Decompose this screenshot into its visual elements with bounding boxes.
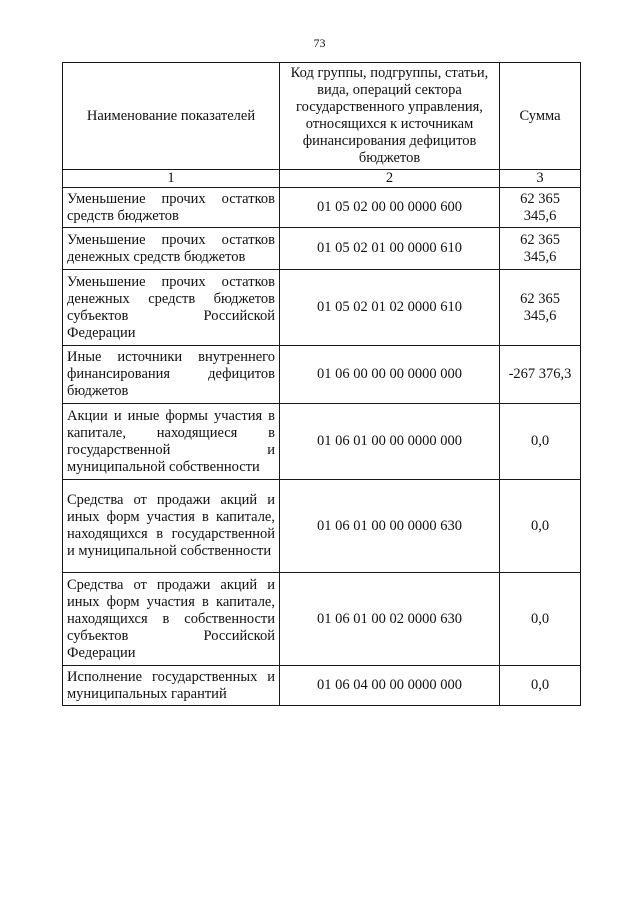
row-code: 01 06 01 00 00 0000 000 [280, 404, 500, 480]
row-code: 01 06 00 00 00 0000 000 [280, 346, 500, 404]
budget-sources-table [62, 62, 581, 706]
row-amount: 62 365 345,6 [500, 228, 581, 270]
table-row [63, 666, 581, 706]
table-row [63, 228, 581, 270]
row-code: 01 05 02 01 02 0000 610 [280, 270, 500, 346]
row-amount: 0,0 [500, 573, 581, 666]
table-row [63, 573, 581, 666]
row-indicator-name: Уменьшение прочих остатков средств бюджетов [63, 188, 280, 228]
table-header-row [63, 63, 581, 170]
row-code: 01 06 01 00 02 0000 630 [280, 573, 500, 666]
row-code: 01 05 02 00 00 0000 600 [280, 188, 500, 228]
row-indicator-name: Уменьшение прочих остатков денежных средств бюджетов субъектов Российской Федерации [63, 270, 280, 346]
row-indicator-name: Акции и иные формы участия в капитале, находящиеся в государственной и муниципальной собственности [63, 404, 280, 480]
table-row [63, 346, 581, 404]
row-indicator-name: Средства от продажи акций и иных форм участия в капитале, находящихся в государственной и муниципальной собственности [63, 480, 280, 573]
table-row [63, 404, 581, 480]
page-number: 73 [313, 36, 326, 50]
table-row [63, 270, 581, 346]
row-code: 01 05 02 01 00 0000 610 [280, 228, 500, 270]
table-row [63, 188, 581, 228]
row-indicator-name: Исполнение государственных и муниципальных гарантий [63, 666, 280, 706]
column-number: 3 [500, 170, 581, 188]
row-amount: 0,0 [500, 480, 581, 573]
row-code: 01 06 01 00 00 0000 630 [280, 480, 500, 573]
row-amount: 62 365 345,6 [500, 188, 581, 228]
row-amount: -267 376,3 [500, 346, 581, 404]
header-indicator-name: Наименование показателей [63, 63, 280, 170]
row-indicator-name: Уменьшение прочих остатков денежных средств бюджетов [63, 228, 280, 270]
row-code: 01 06 04 00 00 0000 000 [280, 666, 500, 706]
row-indicator-name: Средства от продажи акций и иных форм участия в капитале, находящихся в собственности субъектов Российской Федерации [63, 573, 280, 666]
row-indicator-name: Иные источники внутреннего финансирования дефицитов бюджетов [63, 346, 280, 404]
header-classification-code: Код группы, подгруппы, статьи, вида, операций сектора государственного управления, относящихся к источникам финансирования дефицитов бюджетов [280, 63, 500, 170]
row-amount: 0,0 [500, 404, 581, 480]
row-amount: 0,0 [500, 666, 581, 706]
table-row [63, 480, 581, 573]
header-amount: Сумма [500, 63, 581, 170]
column-number: 2 [280, 170, 500, 188]
row-amount: 62 365 345,6 [500, 270, 581, 346]
column-number: 1 [63, 170, 280, 188]
column-number-row [63, 170, 581, 188]
